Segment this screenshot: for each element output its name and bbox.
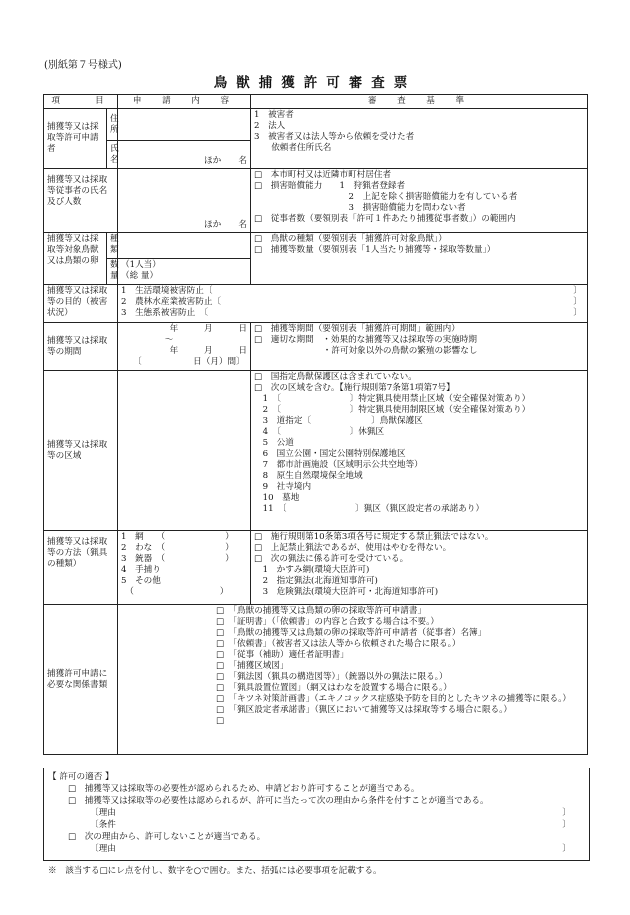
workers-label: 捕獲等又は採取等従事者の氏名及び人数 bbox=[44, 169, 118, 233]
documents-label: 捕獲許可申請に必要な関係書類 bbox=[44, 605, 118, 755]
row-applicant-address bbox=[44, 109, 588, 141]
criteria-line: □ 次の区域を含む。【施行規則第7条第1項第7号】 bbox=[254, 383, 455, 393]
applicant-criteria bbox=[251, 109, 588, 169]
header-content: 申 請 内 容 bbox=[118, 95, 251, 109]
criteria-line: 7 都市計画施設（区域明示公共空地等） bbox=[254, 460, 423, 470]
footnote: ※ 該当する□にレ点を付し、数字を○で囲む。また、括弧には必要事項を記載する。 bbox=[48, 866, 382, 876]
bracket-close: 〕 bbox=[562, 808, 571, 818]
criteria-line: 8 原生自然環境保全地域 bbox=[254, 471, 363, 481]
document-item[interactable]: □ bbox=[216, 716, 225, 726]
approval-section bbox=[43, 768, 590, 861]
name-suffix: ほか 名 bbox=[204, 220, 248, 230]
workers-field[interactable] bbox=[118, 169, 251, 233]
criteria-line: 5 公道 bbox=[254, 438, 294, 448]
documents-list bbox=[118, 605, 588, 755]
applicant-name-field[interactable] bbox=[118, 141, 251, 169]
criteria-line: 2 法人 bbox=[254, 121, 286, 131]
method-field[interactable] bbox=[118, 531, 251, 605]
row-method bbox=[44, 531, 588, 605]
purpose-item: 1 生活環境被害防止〔 bbox=[121, 286, 213, 296]
criteria-line: □ 国指定鳥獣保護区は含まれていない。 bbox=[254, 372, 417, 382]
period-field[interactable] bbox=[118, 323, 251, 371]
document-item[interactable]: □ 「従事（補助）適任者証明書」 bbox=[216, 650, 349, 660]
criteria-line: 2 指定猟法(北海道知事許可) bbox=[254, 576, 378, 586]
species-sub-qty: 数量 bbox=[107, 259, 118, 285]
document-item[interactable]: □ 「鳥獣の捕獲等又は鳥類の卵の採取等許可申請者（従事者）名簿」 bbox=[216, 628, 487, 638]
criteria-line: 2 上記を除く損害賠償能力を有している者 bbox=[254, 192, 518, 202]
purpose-label: 捕獲等又は採取等の目的（被害状況） bbox=[44, 285, 118, 323]
method-criteria bbox=[251, 531, 588, 605]
purpose-field[interactable] bbox=[118, 285, 588, 323]
approval-option-2[interactable]: □ 捕獲等又は採取等の必要性は認められるが、許可に当たって次の理由から条件を付すことが適当である。 bbox=[68, 796, 489, 806]
document-item[interactable]: □ 「依頼書」（被害者又は法人等から依頼された場合に限る。） bbox=[216, 639, 461, 649]
period-line: 〔 日（月）間〕 bbox=[133, 357, 245, 367]
method-item: （ ） bbox=[121, 587, 229, 597]
reason2-label: 〔理由 bbox=[90, 844, 116, 854]
purpose-item: 3 生態系被害防止 〔 bbox=[121, 308, 209, 318]
qty-line: （総 量） bbox=[121, 271, 159, 281]
criteria-line: □ 施行規則第10条第3項各号に規定する禁止猟法ではない。 bbox=[254, 532, 494, 542]
method-item: 2 わな （ ） bbox=[121, 543, 234, 553]
applicant-sub-name: 氏名 bbox=[107, 141, 118, 169]
criteria-line: □ 捕獲等期間（要領別表「捕獲許可期間」範囲内） bbox=[254, 324, 460, 334]
form-number-label: (別紙第７号様式) bbox=[44, 60, 122, 71]
applicant-address-field[interactable] bbox=[118, 109, 251, 141]
document-item[interactable]: □ 「証明書」（「依頼書」の内容と合致する場合は不要。） bbox=[216, 617, 439, 627]
document-item[interactable]: □ 「猟区設定者承諾書」（猟区において捕獲等又は採取等する場合に限る。） bbox=[216, 705, 513, 715]
approval-option-1[interactable]: □ 捕獲等又は採取等の必要性が認められるため、申請どおり許可することが適当である。 bbox=[68, 784, 420, 794]
period-label: 捕獲等又は採取等の期間 bbox=[44, 323, 118, 371]
criteria-line: □ 従事者数（要領別表「許可１件あたり捕獲従事者数」）の範囲内 bbox=[254, 214, 516, 224]
bracket-close: 〕 bbox=[573, 308, 582, 318]
criteria-line: □ 鳥獣の種類（要領別表「捕獲許可対象鳥獣」） bbox=[254, 234, 447, 244]
criteria-line: □ 捕獲等数量（要領別表「1人当たり捕獲等・採取等数量」） bbox=[254, 245, 496, 255]
criteria-line: 1 〔 〕特定猟具使用禁止区域（安全確保対策あり） bbox=[254, 394, 531, 404]
criteria-line: 3 損害賠償能力を問わない者 bbox=[254, 203, 466, 213]
area-label: 捕獲等又は採取等の区域 bbox=[44, 371, 118, 531]
criteria-line: 依頼者住所氏名 bbox=[254, 143, 332, 153]
review-table bbox=[43, 94, 588, 755]
document-item[interactable]: □ 「キツネ対策計画書」（エキノコックス症感染予防を目的としたキツネの捕獲等に限る。） bbox=[216, 694, 571, 704]
criteria-line: 11 〔 〕猟区（猟区設定者の承諾あり） bbox=[254, 504, 485, 514]
method-item: 4 手捕り bbox=[121, 565, 161, 575]
header-item: 項 目 bbox=[44, 95, 118, 109]
page-title: 鳥獣捕獲許可審査票 bbox=[213, 75, 417, 91]
document-item[interactable]: □ 「猟具設置位置図」（網又はわなを設置する場合に限る。） bbox=[216, 683, 452, 693]
name-suffix: ほか 名 bbox=[204, 156, 248, 166]
method-label: 捕獲等又は採取等の方法（猟具の種類） bbox=[44, 531, 118, 605]
criteria-line: □ 損害賠償能力 1 狩猟者登録者 bbox=[254, 181, 406, 191]
criteria-line: ・許可対象以外の鳥獣の繁殖の影響なし bbox=[254, 346, 478, 356]
bracket-close: 〕 bbox=[573, 286, 582, 296]
approval-heading: 【 許可の適否 】 bbox=[48, 772, 114, 782]
row-area bbox=[44, 371, 588, 531]
document-item[interactable]: □ 「捕獲区域図」 bbox=[216, 661, 289, 671]
document-item[interactable]: □ 「鳥獣の捕獲等又は鳥類の卵の採取等許可申請書」 bbox=[216, 606, 427, 616]
species-criteria bbox=[251, 233, 588, 285]
condition-label: 〔条件 bbox=[90, 820, 116, 830]
applicant-label: 捕獲等又は採取等許可申請者 bbox=[44, 109, 107, 169]
period-line: 年 月 日 bbox=[169, 346, 248, 356]
criteria-line: 3 危険猟法(環境大臣許可・北海道知事許可) bbox=[254, 587, 439, 597]
species-label: 捕獲等又は採取等対象鳥獣又は鳥類の卵 bbox=[44, 233, 107, 285]
workers-criteria bbox=[251, 169, 588, 233]
bracket-close: 〕 bbox=[573, 297, 582, 307]
criteria-line: 1 被害者 bbox=[254, 110, 294, 120]
period-line: 年 月 日 bbox=[169, 324, 248, 334]
criteria-line: 3 被害者又は法人等から依頼を受けた者 bbox=[254, 132, 415, 142]
header-criteria: 審 査 基 準 bbox=[251, 95, 588, 109]
row-period bbox=[44, 323, 588, 371]
reason-label: 〔理由 bbox=[90, 808, 116, 818]
criteria-line: □ 適切な期間 ・効果的な捕獲等又は採取等の実施時期 bbox=[254, 335, 477, 345]
qty-line: （1人当） bbox=[121, 260, 161, 270]
row-workers bbox=[44, 169, 588, 233]
criteria-line: 6 国立公園・国定公園特別保護地区 bbox=[254, 449, 406, 459]
period-criteria bbox=[251, 323, 588, 371]
period-line: ～ bbox=[164, 335, 174, 345]
species-kind-field[interactable] bbox=[118, 233, 251, 259]
method-item: 1 網 （ ） bbox=[121, 532, 234, 542]
criteria-line: 3 道指定〔 〕鳥獣保護区 bbox=[254, 416, 423, 426]
species-qty-field[interactable] bbox=[118, 259, 251, 285]
criteria-line: □ 次の猟法に係る許可を受けている。 bbox=[254, 554, 409, 564]
applicant-sub-address: 住所 bbox=[107, 109, 118, 141]
table-header bbox=[44, 95, 588, 109]
criteria-line: 1 かすみ網(環境大臣許可) bbox=[254, 565, 370, 575]
bracket-close: 〕 bbox=[562, 820, 571, 830]
species-sub-kind: 種類 bbox=[107, 233, 118, 259]
row-species-kind bbox=[44, 233, 588, 259]
bracket-close: 〕 bbox=[562, 844, 571, 854]
row-documents bbox=[44, 605, 588, 755]
criteria-line: □ 本市町村又は近隣市町村居住者 bbox=[254, 170, 392, 180]
method-item: 3 銃器 （ ） bbox=[121, 554, 234, 564]
approval-option-3[interactable]: □ 次の理由から、許可しないことが適当である。 bbox=[68, 832, 266, 842]
criteria-line: □ 上記禁止猟法であるが、使用はやむを得ない。 bbox=[254, 543, 452, 553]
area-criteria bbox=[251, 371, 588, 531]
document-item[interactable]: □ 「猟法図（猟具の構造図等）」（銃器以外の猟法に限る。） bbox=[216, 672, 448, 682]
method-item: 5 その他 bbox=[121, 576, 161, 586]
row-purpose bbox=[44, 285, 588, 323]
criteria-line: 4 〔 〕休猟区 bbox=[254, 427, 385, 437]
criteria-line: 2 〔 〕特定猟具使用制限区域（安全確保対策あり） bbox=[254, 405, 531, 415]
criteria-line: 10 墓地 bbox=[254, 493, 300, 503]
criteria-line: 9 社寺境内 bbox=[254, 482, 312, 492]
area-field[interactable] bbox=[118, 371, 251, 531]
purpose-item: 2 農林水産業被害防止〔 bbox=[121, 297, 222, 307]
